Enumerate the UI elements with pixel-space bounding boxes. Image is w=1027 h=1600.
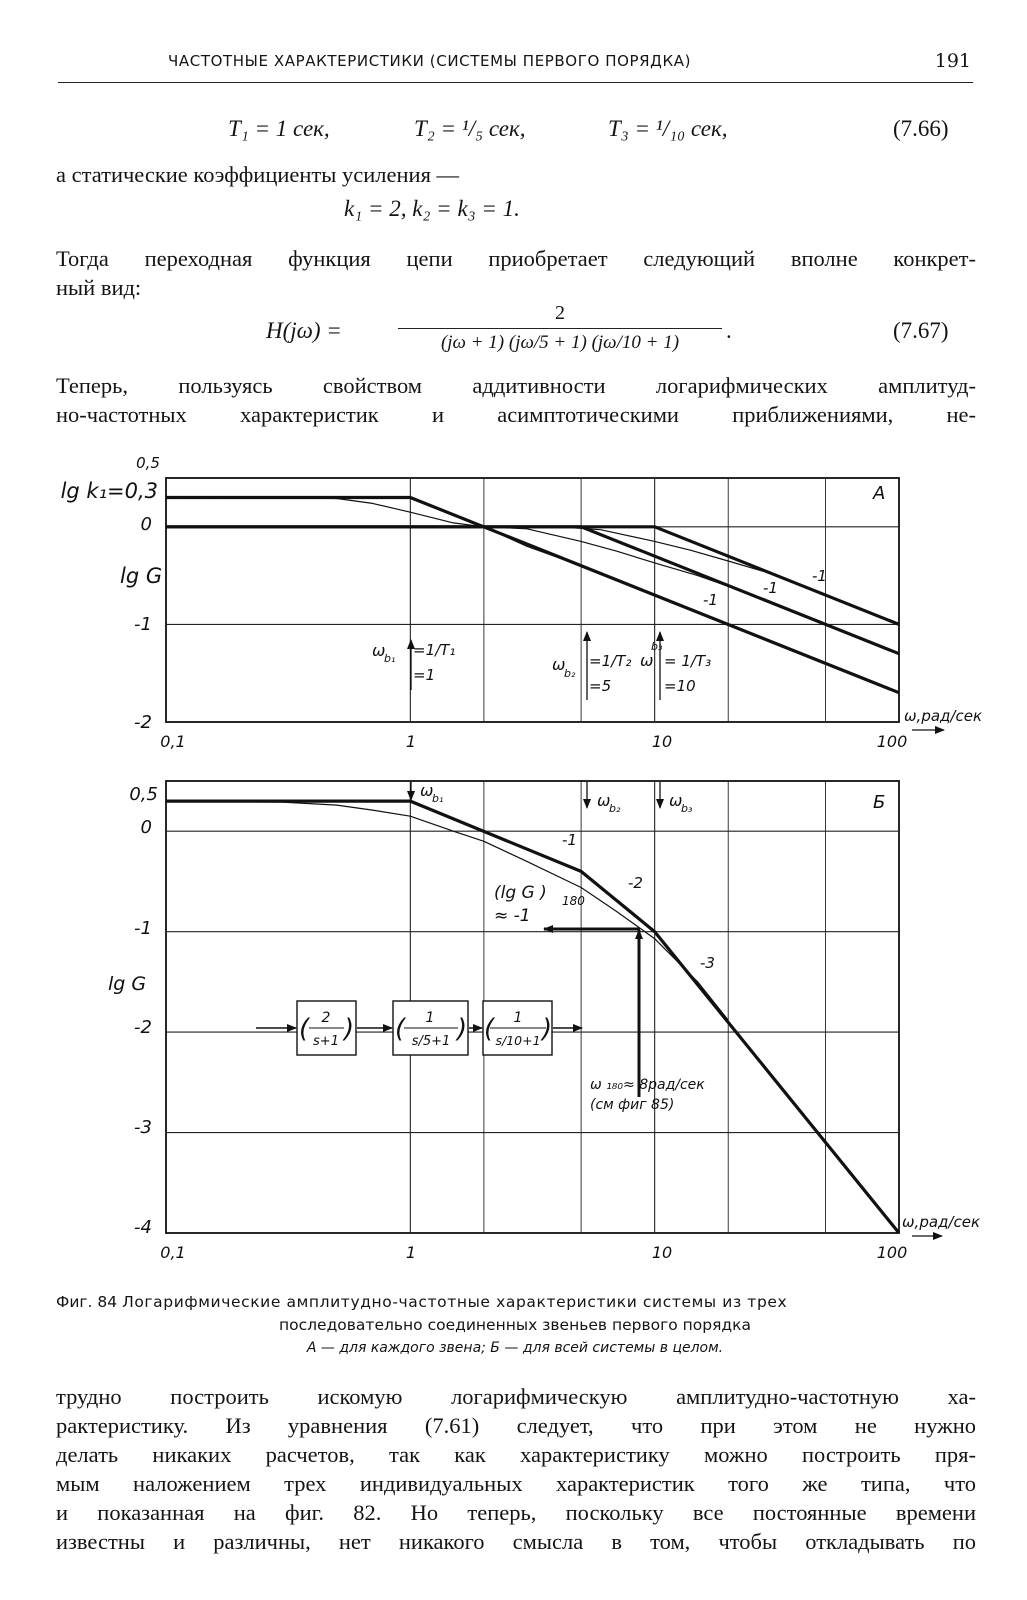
a-xtick-100: 100 [876,732,908,751]
a-ylabel: lg G [120,564,163,588]
b-wb2-omega: ω [597,791,611,810]
a-ytick-m1: -1 [134,614,152,635]
b-xlabel: ω,рад/сек [902,1213,981,1231]
eq-h-lhs: H(jω) = [266,318,342,343]
b-wb1-sub: b₁ [432,792,444,805]
a-ytick-lgk: lg k₁=0,3 [60,479,158,503]
block-1-rparen: ) [344,1014,355,1044]
eq-t2: T₂ = ¹/₅ сек, [414,116,526,141]
panel-b [108,781,980,1262]
a-wb3-omega: ω [640,651,654,670]
block-1-den: s+1 [313,1034,339,1049]
a-xtick-10: 10 [651,732,673,751]
b-ytick-05: 0,5 [129,784,158,805]
block-2-num: 1 [425,1010,435,1026]
eq-gains: k₁ = 2, k₂ = k₃ = 1. [344,196,520,221]
paragraph-1-line-2: ный вид: [56,275,142,300]
panel-a-frame [166,478,899,722]
a-xtick-01: 0,1 [160,732,186,751]
paragraph-3-line-1: трудно построить искомую логарифмическую амплитудно-частотную ха- [56,1384,976,1409]
block-3-rparen: ) [542,1014,553,1044]
b-ytick-0: 0 [140,817,152,838]
b-slope-label-2: -2 [628,874,643,892]
b-ytick-m1: -1 [134,918,152,939]
block-1-num: 2 [321,1010,331,1026]
paragraph-3 [56,1382,976,1556]
eq-number-767: (7.67) [893,318,949,343]
b-xtick-10: 10 [651,1243,673,1262]
a-wb3-text1: = 1/T₃ [664,652,712,670]
b-xtick-01: 0,1 [160,1243,186,1262]
b-ytick-m3: -3 [134,1117,152,1138]
a-wb2-text2: =5 [589,677,612,695]
caption-line-1: Логарифмические амплитудно-частотные характеристики системы из трех [122,1293,788,1311]
a-ytick-0: 0 [140,514,152,535]
a-slope-label-3: -1 [812,567,827,585]
caption-line-2: последовательно соединенных звеньев первого порядка [279,1316,751,1334]
b-series-2 [166,801,728,1020]
paragraph-3-line-6: известны и различны, нет никакого смысла в том, чтобы откладывать по [56,1529,976,1554]
paragraph-2-line-1: Теперь, пользуясь свойством аддитивности логарифмических амплитуд- [56,373,976,398]
a-panel-label: А [873,483,886,504]
a-ytick-m2: -2 [134,712,152,733]
b-xtick-100: 100 [876,1243,908,1262]
b-w180-label: ω ₁₈₀≈ 8рад/сек [590,1077,705,1093]
block-3-lparen: ( [484,1014,495,1044]
paragraph-3-line-2: рактеристику. Из уравнения (7.61) следует, что при этом не нужно [56,1413,976,1438]
figure-caption [56,1291,974,1313]
block-3-den: s/10+1 [495,1033,541,1048]
b-w180-ref: (см фиг 85) [590,1097,675,1113]
b-slope-label-3: -3 [700,954,715,972]
block-diagram [256,1001,582,1055]
block-2-lparen: ( [395,1014,406,1044]
a-series-4 [166,498,581,566]
paragraph-3-line-3: делать никаких расчетов, так как характеристику можно построить пря- [56,1442,976,1467]
eq-number-766: (7.66) [893,116,949,141]
a-xlabel: ω,рад/сек [904,707,983,725]
a-wb1-sub: b₁ [384,652,396,665]
b-wb1-omega: ω [420,781,434,800]
block-3-num: 1 [513,1010,523,1026]
b-lg180-approx: ≈ -1 [494,906,531,926]
a-wb3-sub: b₃ [651,640,663,653]
a-wb1-omega: ω [372,641,386,660]
a-wb3-text2: =10 [664,677,696,695]
caption-lead: Фиг. 84 [56,1293,118,1311]
eq-h-period: . [726,318,732,343]
a-ytick-05: 0,5 [136,454,160,472]
a-wb2-omega: ω [552,655,566,674]
caption-line-3: А — для каждого звена; Б — для всей системы в целом. [306,1340,724,1356]
b-xtick-1: 1 [405,1243,417,1262]
block-2-rparen: ) [457,1014,468,1044]
panel-a-grid [166,478,899,722]
paragraph-2-line-2: но-частотных характеристик и асимптотическими приближениями, не- [56,402,976,427]
a-wb2-sub: b₂ [564,667,576,680]
a-wb2-text1: =1/T₂ [589,652,632,670]
running-title: ЧАСТОТНЫЕ ХАРАКТЕРИСТИКИ (СИСТЕМЫ ПЕРВОГО ПОРЯДКА) [168,52,692,70]
paragraph-3-line-5: и показанная на фиг. 82. Но теперь, поскольку все постоянные времени [56,1500,976,1525]
a-slope-label-1: -1 [703,591,718,609]
b-wb2-sub: b₂ [609,802,621,815]
eq-t1: T₁ = 1 сек, [228,116,330,141]
b-lg180-label: (lg G ) [494,883,547,903]
block-1-lparen: ( [299,1014,310,1044]
paragraph-3-line-4: мым наложением трех индивидуальных характеристик того же типа, что [56,1471,976,1496]
b-ytick-m2: -2 [134,1017,152,1038]
a-slope-label-2: -1 [763,579,778,597]
eq-h-denominator: (jω + 1) (jω/5 + 1) (jω/10 + 1) [398,328,722,354]
b-wb3-omega: ω [669,791,683,810]
eq-t3: T₃ = ¹/₁₀ сек, [608,116,728,141]
block-2-den: s/5+1 [411,1034,451,1049]
a-xtick-1: 1 [405,732,417,751]
page-number: 191 [934,50,971,72]
b-ytick-m4: -4 [134,1217,152,1238]
panel-a [61,454,982,751]
gains-intro: а статические коэффициенты усиления — [56,162,460,187]
b-slope-label-1: -1 [562,831,577,849]
a-wb1-text2: =1 [413,666,436,684]
a-series-6 [557,527,771,574]
paragraph-1-line-1: Тогда переходная функция цепи приобретает следующий вполне конкрет- [56,246,976,271]
b-panel-label: Б [873,792,886,813]
a-wb1-text1: =1/T₁ [413,641,456,659]
b-wb3-sub: b₃ [681,802,693,815]
b-lg180-sub: 180 [562,894,585,908]
eq-h-numerator: 2 [555,302,565,324]
b-ylabel: lg G [108,973,147,995]
